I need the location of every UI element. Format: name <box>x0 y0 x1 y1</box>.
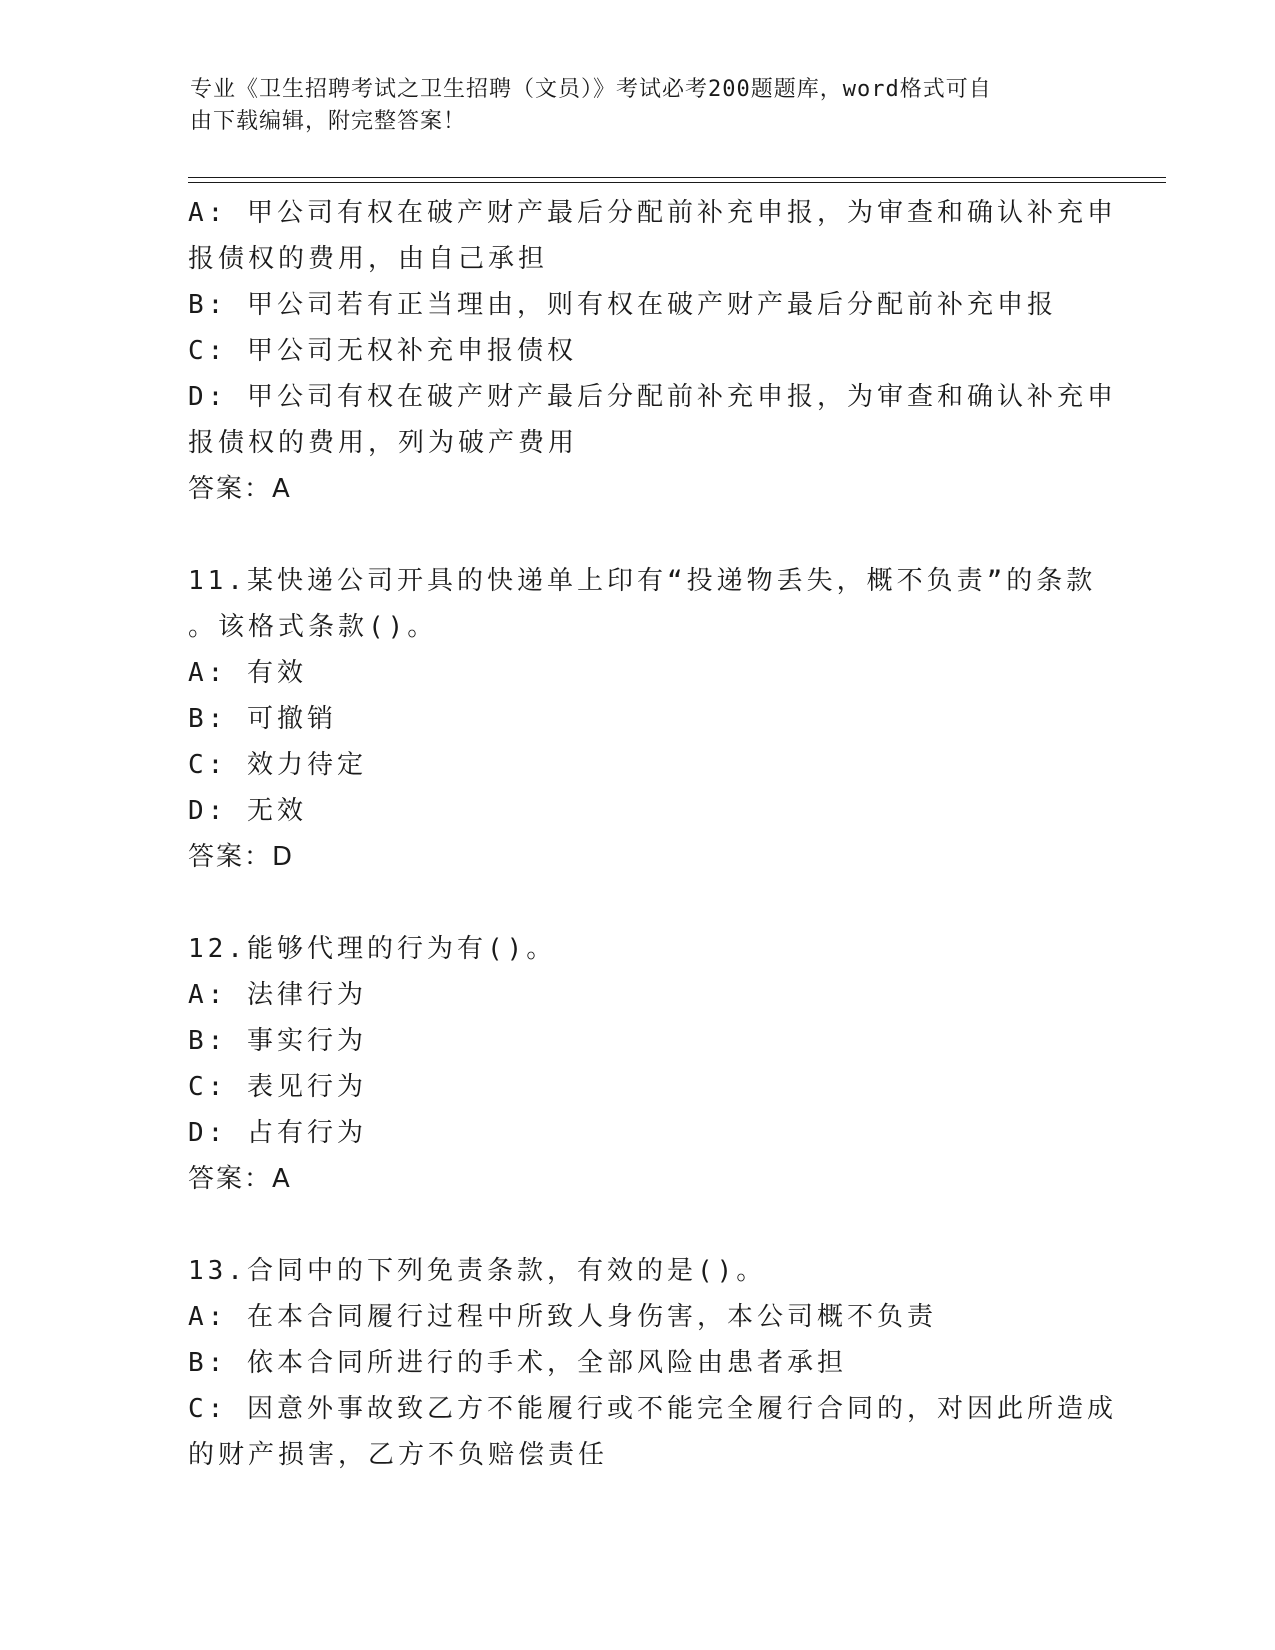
spacer <box>188 512 1088 558</box>
header-line-2: 由下载编辑，附完整答案！ <box>190 109 467 134</box>
q11-option-c: C: 效力待定 <box>188 750 367 780</box>
q10-option-a-line-2: 报债权的费用，由自己承担 <box>188 244 549 274</box>
header-line-1: 专业《卫生招聘考试之卫生招聘（文员）》考试必考200题题库，word格式可自 <box>190 77 992 102</box>
q10-answer: 答案：A <box>188 474 292 504</box>
q13-option-a: A: 在本合同履行过程中所致人身伤害，本公司概不负责 <box>188 1302 937 1332</box>
q13-option-b: B: 依本合同所进行的手术，全部风险由患者承担 <box>188 1348 847 1378</box>
q12-option-a: A: 法律行为 <box>188 980 367 1010</box>
question-list <box>188 190 1117 1478</box>
spacer <box>188 880 1088 926</box>
header-divider-bottom <box>188 182 1166 183</box>
q11-answer: 答案：D <box>188 842 295 872</box>
q12-option-c: C: 表见行为 <box>188 1072 367 1102</box>
document-header <box>190 74 1090 138</box>
q12-answer: 答案：A <box>188 1164 292 1194</box>
q10-option-c: C: 甲公司无权补充申报债权 <box>188 336 577 366</box>
header-divider-top <box>188 177 1166 178</box>
q11-option-d: D: 无效 <box>188 796 307 826</box>
q11-option-b: B: 可撤销 <box>188 704 337 734</box>
q10-option-d-line-1: D: 甲公司有权在破产财产最后分配前补充申报，为审查和确认补充申 <box>188 382 1117 412</box>
q10-option-d-line-2: 报债权的费用，列为破产费用 <box>188 428 579 458</box>
q12-option-b: B: 事实行为 <box>188 1026 367 1056</box>
q10-option-b: B: 甲公司若有正当理由，则有权在破产财产最后分配前补充申报 <box>188 290 1057 320</box>
q10-option-a-line-1: A: 甲公司有权在破产财产最后分配前补充申报，为审查和确认补充申 <box>188 198 1117 228</box>
q11-stem-line-1: 11.某快递公司开具的快递单上印有“投递物丢失，概不负责”的条款 <box>188 566 1097 596</box>
q13-option-c-line-2: 的财产损害，乙方不负赔偿责任 <box>188 1440 609 1470</box>
q11-stem-line-2: 。该格式条款()。 <box>188 612 438 642</box>
q12-stem: 12.能够代理的行为有()。 <box>188 934 557 964</box>
q11-option-a: A: 有效 <box>188 658 307 688</box>
q13-stem: 13.合同中的下列免责条款，有效的是()。 <box>188 1256 767 1286</box>
q12-option-d: D: 占有行为 <box>188 1118 367 1148</box>
q13-option-c-line-1: C: 因意外事故致乙方不能履行或不能完全履行合同的，对因此所造成 <box>188 1394 1117 1424</box>
spacer <box>188 1202 1088 1248</box>
